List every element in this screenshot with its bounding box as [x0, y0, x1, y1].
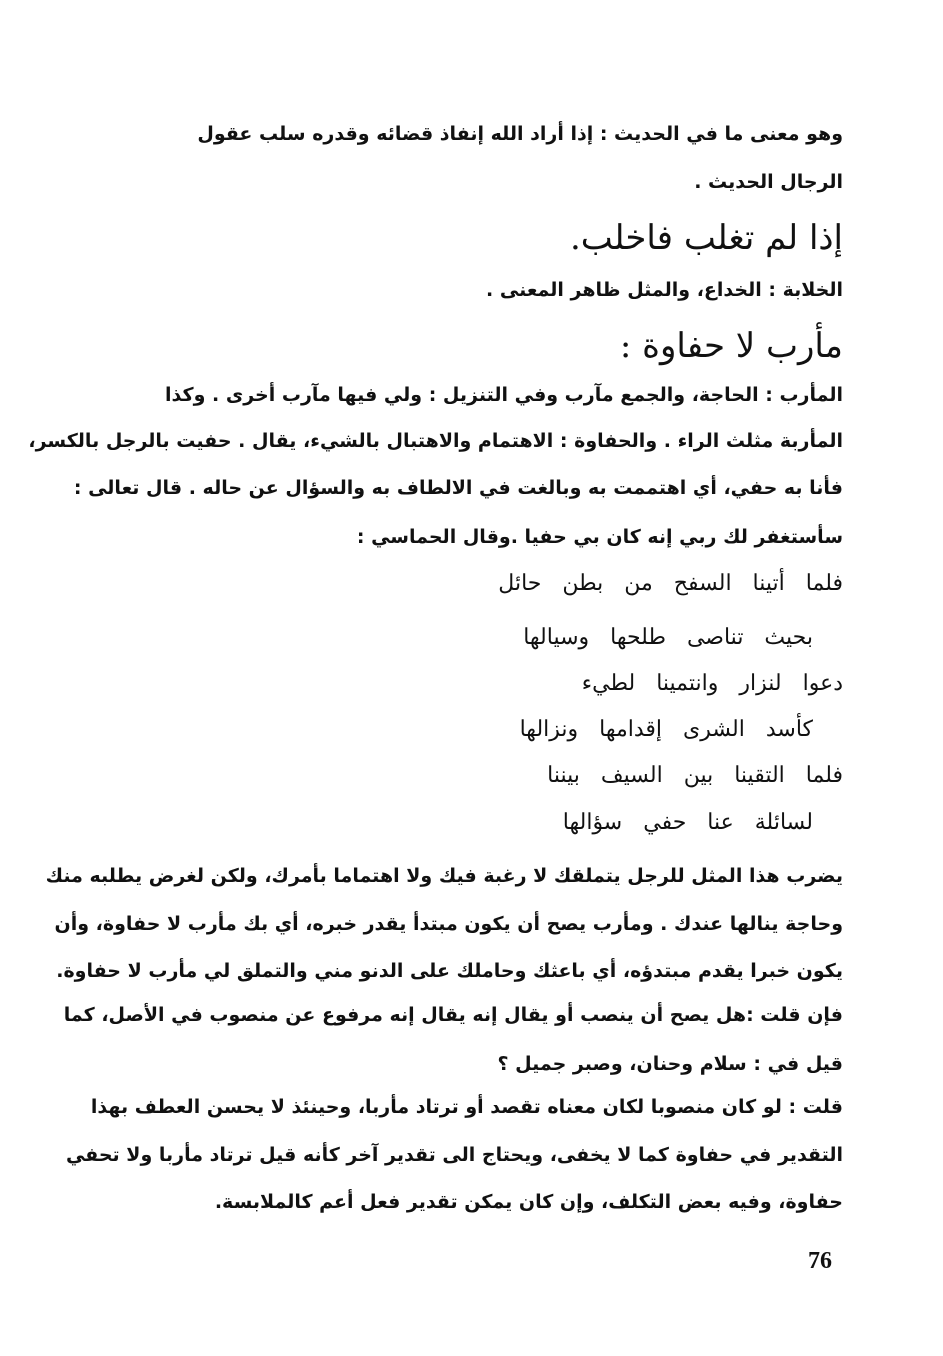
proverb-title-1: إذا لم تغلب فاخلب. [569, 218, 843, 258]
intro-line-2: الرجال الحديث . [694, 171, 843, 193]
answer-line: التقدير في حفاوة كما لا يخفى، ويحتاج الى تقدير آخر كأنه قيل ترتاد مأربا ولا تحفي [65, 1144, 843, 1166]
poem-verse: لسائلة عنا حفي سؤالها [562, 810, 813, 835]
question-line: قيل في : سلام وحنان، وصبر جميل ؟ [497, 1053, 843, 1075]
proverb-explanation-line: المأرب : الحاجة، والجمع مآرب وفي التنزيل : ولي فيها مآرب أخرى . وكذا [165, 384, 843, 406]
intro-line-1: وهو معنى ما في الحديث : إذا أراد الله إنفاذ قضائه وقدره سلب عقول [197, 123, 843, 145]
poem-verse: بحيث تناصى طلحها وسيالها [523, 625, 813, 650]
poem-verse: كأسد الشرى إقدامها ونزالها [519, 717, 813, 742]
answer-line: حفاوة، وفيه بعض التكلف، وإن كان يمكن تقدير فعل أعم كالملابسة. [214, 1191, 843, 1213]
poem-verse: فلما التقينا بين السيف بيننا [547, 763, 843, 788]
proverb-title-2: مأرب لا حفاوة : [619, 326, 843, 366]
commentary-line: وحاجة ينالها عندك . ومأرب يصح أن يكون مبتدأ يقدر خبره، أي بك مأرب لا حفاوة، وأن [54, 913, 843, 935]
page-number: 76 [808, 1248, 832, 1274]
poem-verse: فلما أتينا السفح من بطن حائل [498, 571, 843, 596]
poem-verse: دعوا لنزار وانتمينا لطيء [581, 671, 843, 696]
proverb-explanation-line: المأربة مثلث الراء . والحفاوة : الاهتمام والاهتبال بالشيء، يقال . حفيت بالرجل بالكسر، [28, 430, 843, 452]
answer-line: قلت : لو كان منصوبا لكان معناه تقصد أو ترتاد مأربا، وحينئذ لا يحسن العطف بهذا [90, 1096, 843, 1118]
proverb-explanation-line: سأستغفر لك ربي إنه كان بي حفيا .وقال الحماسي : [356, 526, 843, 548]
proverb-explanation-1: الخلابة : الخداع، والمثل ظاهر المعنى . [486, 279, 843, 301]
commentary-line: يضرب هذا المثل للرجل يتملقك لا رغبة فيك ولا اهتماما بأمرك، ولكن لغرض يطلبه منك [45, 865, 843, 887]
question-line: فإن قلت :هل يصح أن ينصب أو يقال إنه يقال إنه مرفوع عن منصوب في الأصل، كما [63, 1004, 843, 1026]
proverb-explanation-line: فأنا به حفي، أي اهتممت به وبالغت في الالطاف به والسؤال عن حاله . قال تعالى : [73, 477, 843, 499]
commentary-line: يكون خبرا يقدم مبتدؤه، أي باعثك وحاملك على الدنو مني والتملق لي مأرب لا حفاوة. [56, 960, 843, 982]
